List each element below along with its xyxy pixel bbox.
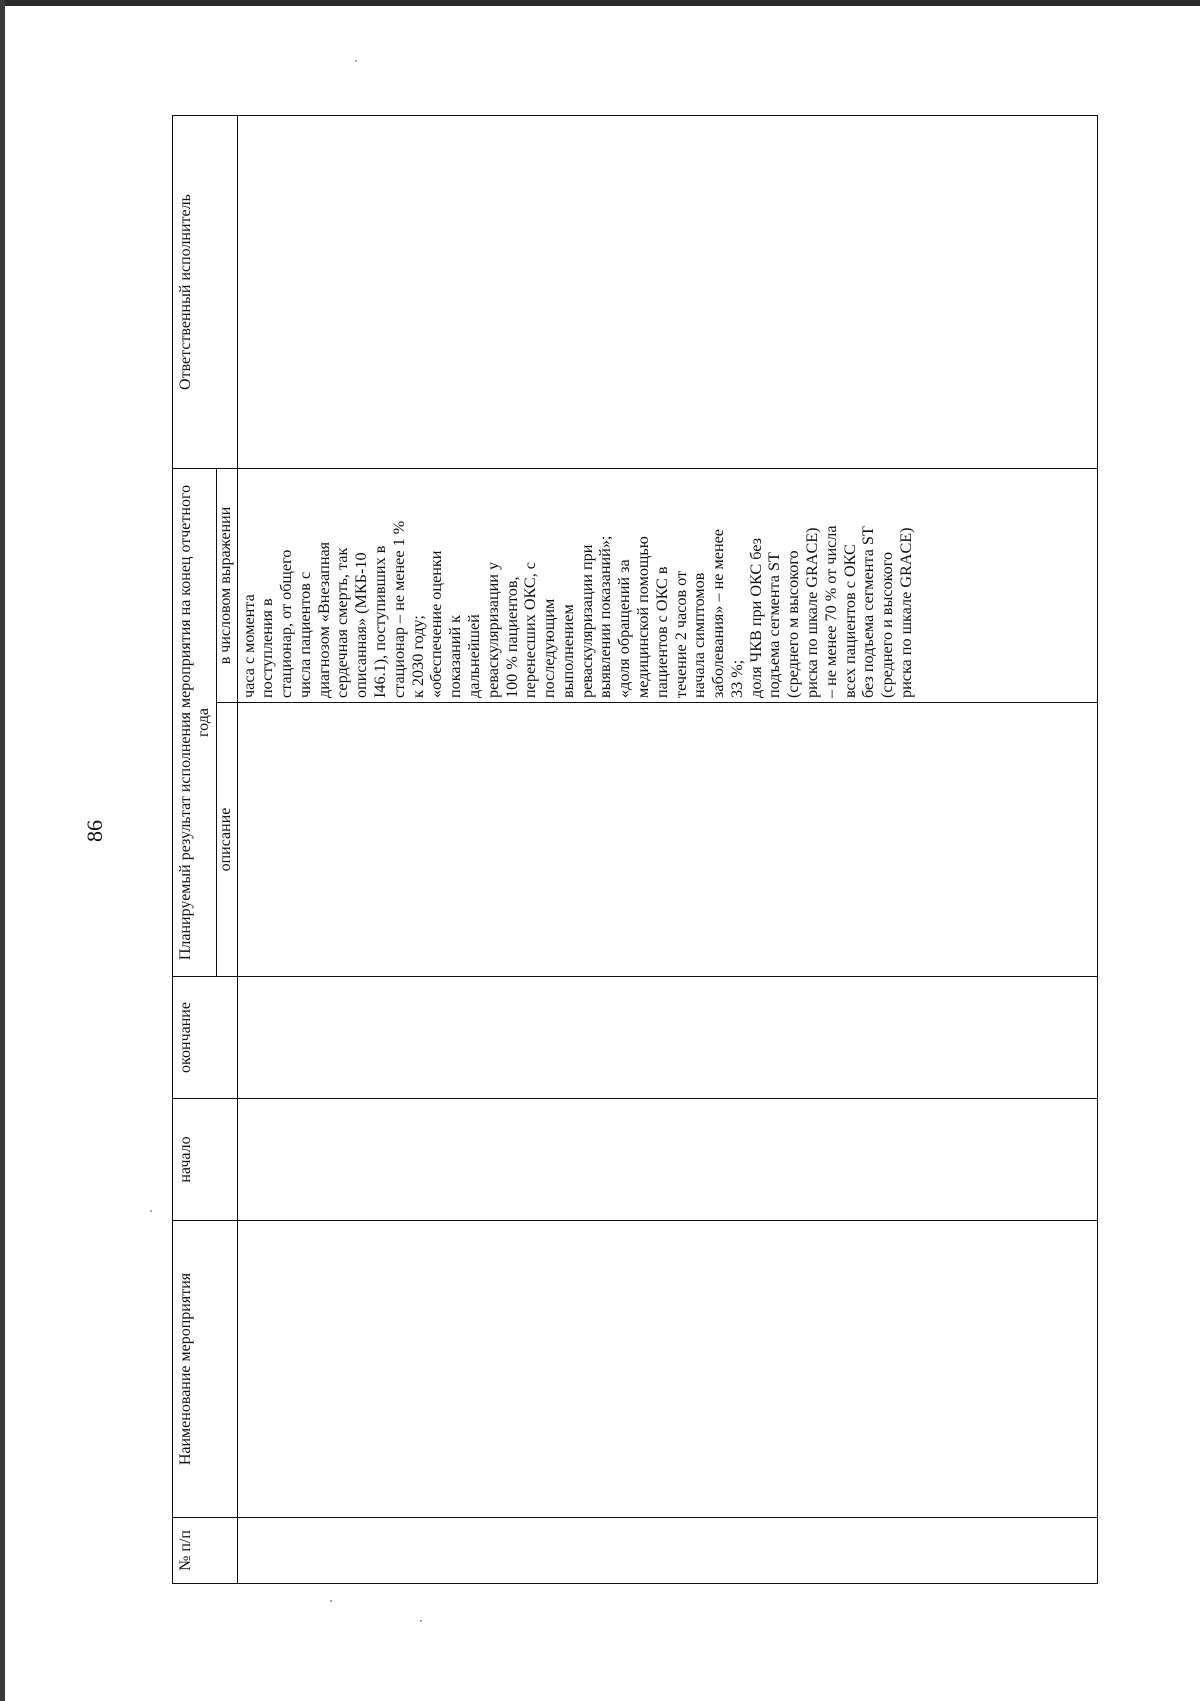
numeric-line: реваскуляризации при: [577, 544, 596, 698]
header-result: Планируемый результат исполнения мероприятия на конец отчетного года: [173, 469, 217, 977]
header-end: окончание: [173, 977, 238, 1099]
numeric-line: I46.1), поступивших в: [371, 545, 390, 698]
numeric-line: риска по шкале GRACE): [803, 527, 822, 698]
numeric-line: без подъема сегмента ST: [859, 526, 878, 698]
table-row: [237, 116, 1097, 1584]
numeric-line: «доля обращений за: [615, 559, 634, 698]
cell-name: [237, 1221, 1097, 1518]
numeric-line: перенесших ОКС, с: [521, 562, 540, 698]
numeric-line: реваскуляризации у: [483, 561, 502, 698]
cell-numeric: [237, 469, 1097, 703]
numeric-line: выявлении показаний»;: [596, 535, 615, 698]
numeric-line: сердечная смерть, так: [333, 547, 352, 698]
header-responsible: Ответственный исполнитель: [173, 116, 238, 469]
cell-responsible: [237, 116, 1097, 469]
numeric-line: – не менее 70 % от числа: [821, 525, 840, 698]
cell-num: [237, 1518, 1097, 1584]
numeric-line: подъема сегмента ST: [765, 552, 784, 698]
numeric-line: поступления в: [258, 598, 277, 698]
numeric-line: течение 2 часов от: [671, 570, 690, 698]
numeric-line: стационар – не менее 1 %: [389, 520, 408, 698]
numeric-line: часа с момента: [239, 594, 258, 698]
header-name: Наименование мероприятия: [173, 1221, 238, 1518]
numeric-line: медицинской помощью: [633, 536, 652, 698]
plan-table: [172, 115, 1098, 1584]
page-number: 86: [82, 820, 107, 842]
numeric-line: показаний к: [446, 614, 465, 698]
numeric-line: (среднего и высокого: [878, 551, 897, 698]
numeric-line: числа пациентов с: [295, 571, 314, 698]
numeric-line: 100 % пациентов,: [502, 576, 521, 698]
numeric-line: диагнозом «Внезапная: [314, 541, 333, 698]
numeric-line: (среднего м высокого: [784, 550, 803, 698]
numeric-line: риска по шкале GRACE): [896, 527, 915, 698]
numeric-line: заболевания» – не менее: [709, 529, 728, 698]
numeric-line: 33 %;: [727, 659, 746, 698]
numeric-line: дальнейшей: [464, 614, 483, 698]
numeric-line: последующим: [540, 598, 559, 698]
header-start: начало: [173, 1099, 238, 1221]
numeric-line: доля ЧКВ при ОКС без: [746, 537, 765, 698]
cell-start: [237, 1099, 1097, 1221]
numeric-line: пациентов с ОКС в: [652, 566, 671, 698]
cell-description: [237, 703, 1097, 977]
cell-end: [237, 977, 1097, 1099]
numeric-line: к 2030 году;: [408, 615, 427, 698]
numeric-line: выполнением: [558, 604, 577, 698]
numeric-line: всех пациентов с ОКС: [840, 544, 859, 698]
numeric-line: начала симптомов: [690, 572, 709, 698]
header-result-numeric: в числовом выражении: [216, 469, 237, 703]
header-result-description: описание: [216, 703, 237, 977]
header-num: № п/п: [173, 1518, 238, 1584]
numeric-line: стационар, от общего: [277, 549, 296, 698]
numeric-line: описанная» (МКБ-10: [352, 552, 371, 698]
numeric-line: «обеспечение оценки: [427, 550, 446, 698]
